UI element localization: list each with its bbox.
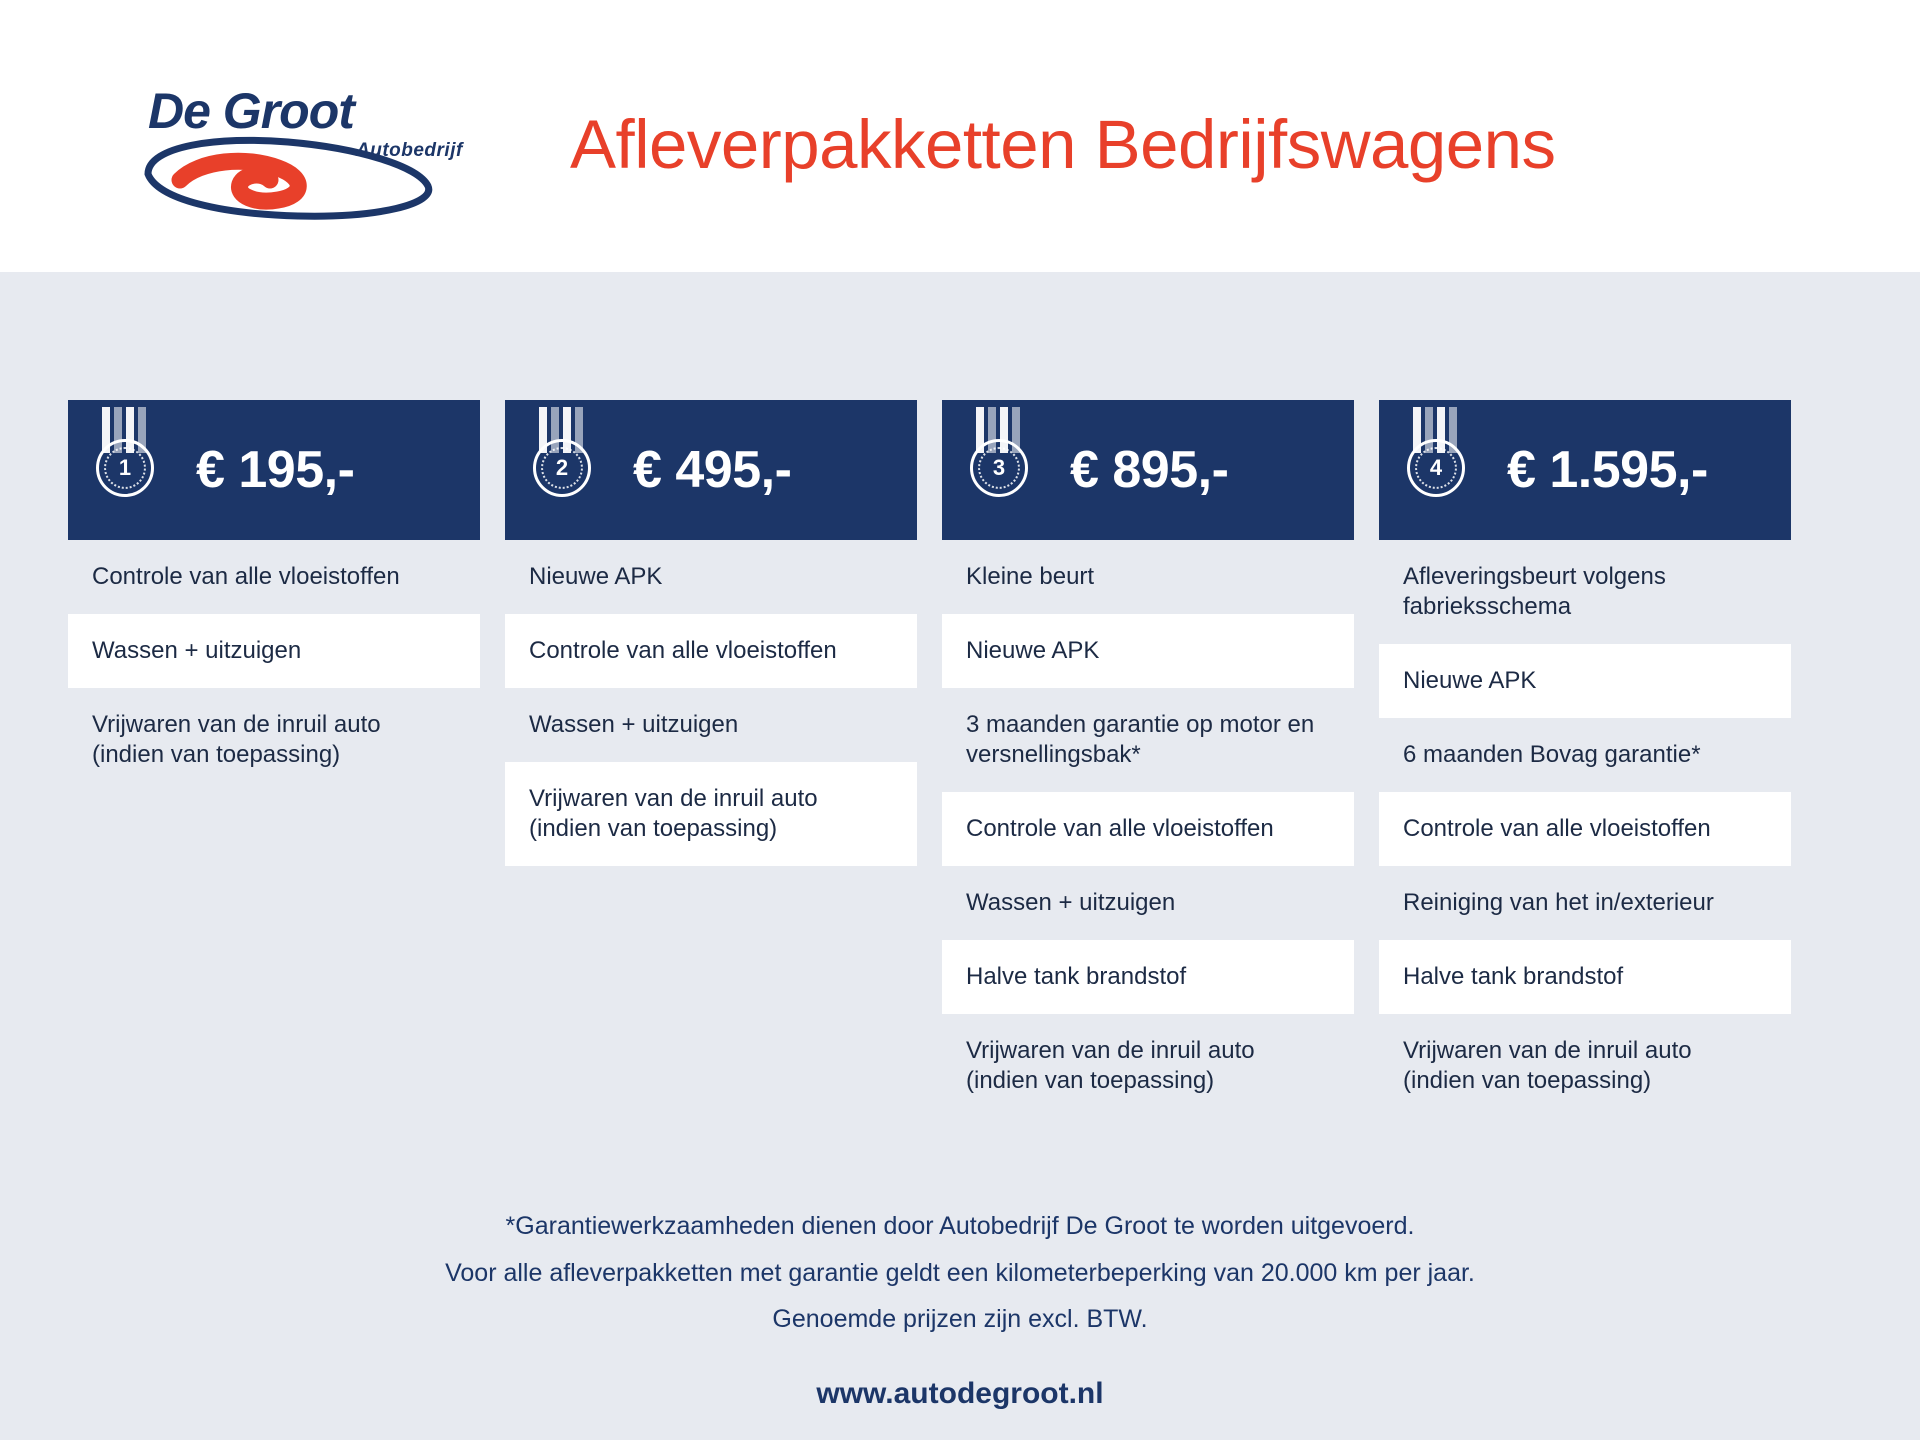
medal-number: 3 <box>970 439 1028 497</box>
package-cards <box>68 400 1858 1118</box>
list-item: Controle van alle vloeistoffen <box>942 792 1354 866</box>
medal-icon <box>88 407 162 511</box>
package-header <box>942 400 1354 540</box>
medal-icon <box>962 407 1036 511</box>
list-item: Nieuwe APK <box>942 614 1354 688</box>
package-price: € 895,- <box>1070 441 1229 499</box>
footer-note-mileage: Voor alle afleverpakketten met garantie geldt een kilometerbeperking van 20.000 km per jaar. <box>445 1258 1475 1287</box>
list-item: Vrijwaren van de inruil auto (indien van toepassing) <box>68 688 480 792</box>
medal-number: 1 <box>96 439 154 497</box>
list-item: Halve tank brandstof <box>1379 940 1791 1014</box>
package-price: € 495,- <box>633 441 792 499</box>
package-price: € 195,- <box>196 441 355 499</box>
list-item: Reiniging van het in/exterieur <box>1379 866 1791 940</box>
list-item: Vrijwaren van de inruil auto (indien van toepassing) <box>942 1014 1354 1118</box>
page-header <box>0 0 1920 272</box>
package-card <box>68 400 480 792</box>
page-title: Afleverpakketten Bedrijfswagens <box>570 106 1556 183</box>
list-item: 3 maanden garantie op motor en versnellingsbak* <box>942 688 1354 792</box>
logo-subtitle: Autobedrijf <box>356 140 463 161</box>
list-item: Halve tank brandstof <box>942 940 1354 1014</box>
medal-icon <box>525 407 599 511</box>
list-item: Vrijwaren van de inruil auto (indien van toepassing) <box>505 762 917 866</box>
list-item: Controle van alle vloeistoffen <box>505 614 917 688</box>
medal-icon <box>1399 407 1473 511</box>
list-item: Kleine beurt <box>942 540 1354 614</box>
footer-note-vat: Genoemde prijzen zijn excl. BTW. <box>772 1305 1148 1333</box>
package-item-list <box>505 540 917 866</box>
footer-note-warranty: *Garantiewerkzaamheden dienen door Autobedrijf De Groot te worden uitgevoerd. <box>505 1212 1415 1240</box>
package-card <box>1379 400 1791 1118</box>
list-item: 6 maanden Bovag garantie* <box>1379 718 1791 792</box>
medal-number: 2 <box>533 439 591 497</box>
list-item: Wassen + uitzuigen <box>68 614 480 688</box>
package-item-list <box>1379 540 1791 1118</box>
list-item: Controle van alle vloeistoffen <box>68 540 480 614</box>
list-item: Controle van alle vloeistoffen <box>1379 792 1791 866</box>
medal-number: 4 <box>1407 439 1465 497</box>
website-link[interactable]: www.autodegroot.nl <box>816 1376 1104 1410</box>
company-logo <box>66 78 466 218</box>
package-item-list <box>68 540 480 792</box>
list-item: Nieuwe APK <box>1379 644 1791 718</box>
package-header <box>68 400 480 540</box>
list-item: Vrijwaren van de inruil auto (indien van toepassing) <box>1379 1014 1791 1118</box>
logo-wordmark: De Groot <box>148 83 354 139</box>
list-item: Afleveringsbeurt volgens fabrieksschema <box>1379 540 1791 644</box>
package-card <box>505 400 917 866</box>
list-item: Nieuwe APK <box>505 540 917 614</box>
package-header <box>505 400 917 540</box>
page-footer <box>0 1210 1920 1427</box>
package-card <box>942 400 1354 1118</box>
package-price: € 1.595,- <box>1507 441 1708 499</box>
package-item-list <box>942 540 1354 1118</box>
package-header <box>1379 400 1791 540</box>
list-item: Wassen + uitzuigen <box>505 688 917 762</box>
list-item: Wassen + uitzuigen <box>942 866 1354 940</box>
